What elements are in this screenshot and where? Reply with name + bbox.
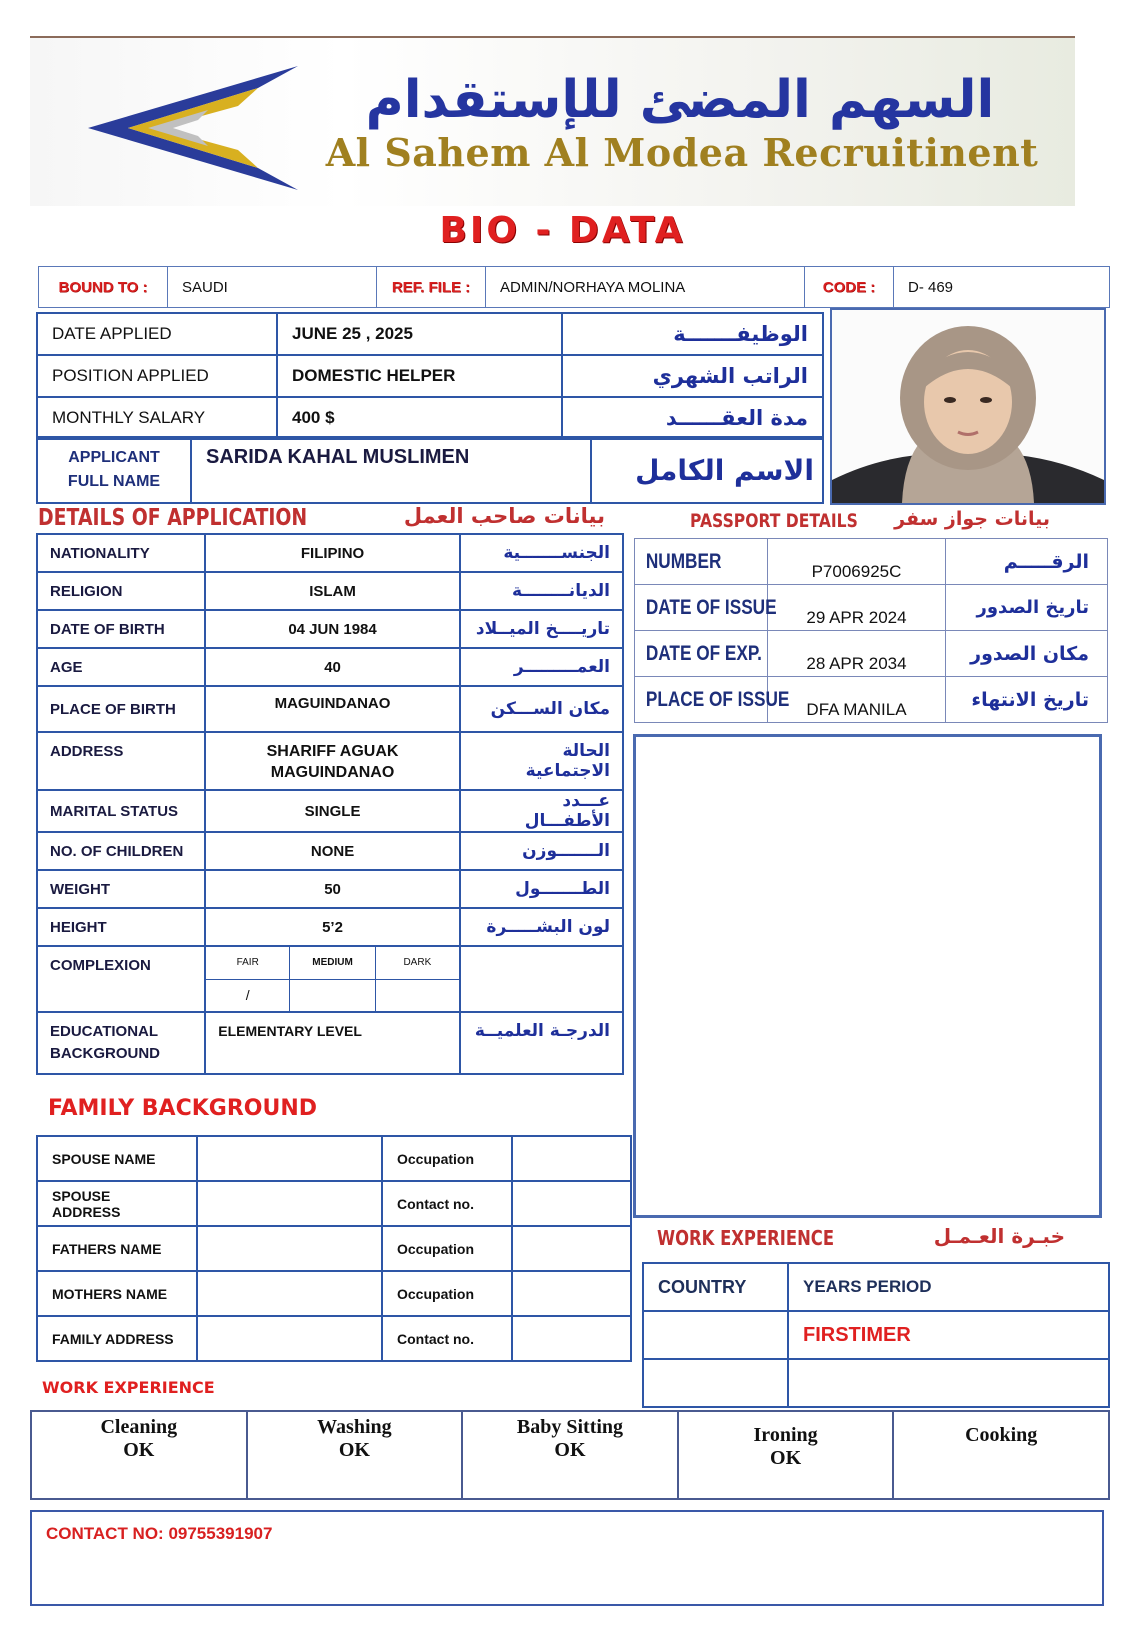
full-name-table: [36, 436, 824, 504]
application-info-table: [36, 312, 824, 440]
skills-table: [30, 1410, 1110, 1500]
full-body-photo-box: [633, 734, 1102, 1218]
bound-to-label: BOUND TO :: [39, 267, 168, 308]
table-row: [37, 1136, 631, 1181]
skill-cleaning: [31, 1411, 247, 1499]
complexion-fair-label: FAIR: [206, 947, 289, 979]
passport-heading: PASSPORT DETAILS: [690, 510, 858, 532]
family-col2-label: Occupation: [382, 1136, 512, 1181]
table-row: [635, 631, 1108, 677]
date-of-birth-value: 04 JUN 1984: [205, 610, 459, 648]
address-value: [205, 732, 459, 790]
skill-name: Ironing: [753, 1424, 818, 1446]
children-label: NO. OF CHILDREN: [37, 832, 205, 870]
passport-arabic-label: تاريخ الصدور: [946, 585, 1108, 631]
date-applied-value: JUNE 25 , 2025: [277, 313, 562, 355]
table-row: [37, 355, 823, 397]
code-value: D- 469: [894, 267, 1110, 308]
address-line2: MAGUINDANAO: [270, 764, 395, 781]
details-arabic-label: عـــدد الأطفـــال: [460, 790, 623, 832]
complexion-fair-mark: /: [206, 979, 289, 1011]
details-table: [36, 533, 624, 1075]
skill-ironing: [678, 1411, 894, 1499]
place-of-birth-label: PLACE OF BIRTH: [37, 686, 205, 732]
table-row: [37, 1316, 631, 1361]
age-value: 40: [205, 648, 459, 686]
details-arabic-label: لون البشـــــرة: [460, 908, 623, 946]
passport-number-label: NUMBER: [645, 549, 722, 573]
address-label: ADDRESS: [37, 732, 205, 790]
family-col2-value: [512, 1271, 631, 1316]
details-arabic-label: الـــــــوزن: [460, 832, 623, 870]
education-value: ELEMENTARY LEVEL: [205, 1012, 459, 1074]
skill-status: OK: [123, 1439, 155, 1461]
work-experience-heading-arabic: خبـرة العـمـل: [933, 1224, 1065, 1248]
place-of-issue-label: PLACE OF ISSUE: [645, 687, 790, 711]
children-value: NONE: [205, 832, 459, 870]
table-row: [37, 572, 623, 610]
country-cell: [643, 1311, 788, 1359]
details-arabic-label: الحالة الاجتماعية: [460, 732, 623, 790]
date-of-exp-label-cell: [635, 631, 768, 677]
marital-status-label: MARITAL STATUS: [37, 790, 205, 832]
full-name-label: [37, 437, 191, 503]
fathers-name-label: FATHERS NAME: [37, 1226, 197, 1271]
complexion-label: COMPLEXION: [37, 946, 205, 1012]
skill-cooking: [893, 1411, 1109, 1499]
complexion-options: [205, 946, 459, 1012]
table-row: [37, 648, 623, 686]
company-arabic-name: السهم المضئ للإستقدام: [365, 70, 995, 130]
religion-value: ISLAM: [205, 572, 459, 610]
passport-arabic-label: مكان الصدور: [946, 631, 1108, 677]
passport-number-label-cell: [635, 539, 768, 585]
table-row: [37, 832, 623, 870]
years-period-cell: FIRSTIMER: [788, 1311, 1109, 1359]
table-row: [635, 677, 1108, 723]
family-col2-label: Occupation: [382, 1226, 512, 1271]
table-row: [37, 313, 823, 355]
details-heading-arabic: بيانات صاحب العمل: [403, 504, 605, 528]
skill-status: OK: [338, 1439, 370, 1461]
education-label: [37, 1012, 205, 1074]
table-row: [37, 1271, 631, 1316]
passport-table: [634, 538, 1108, 723]
complexion-medium-mark: [290, 979, 376, 1011]
education-arabic: الدرجـة العلميــة: [460, 1012, 623, 1074]
height-value: 5’2: [205, 908, 459, 946]
religion-label: RELIGION: [37, 572, 205, 610]
fathers-name-value: [197, 1226, 382, 1271]
place-of-issue-value: DFA MANILA: [768, 677, 946, 723]
skill-baby-sitting: [462, 1411, 678, 1499]
details-heading: DETAILS OF APPLICATION: [38, 505, 308, 531]
full-name-label-line1: APPLICANT: [68, 449, 160, 466]
details-arabic-label: الجنســـــــية: [460, 534, 623, 572]
nationality-label: NATIONALITY: [37, 534, 205, 572]
skill-name: Baby Sitting: [516, 1416, 624, 1438]
place-of-issue-label-cell: [635, 677, 790, 723]
family-col2-value: [512, 1181, 631, 1226]
mothers-name-value: [197, 1271, 382, 1316]
monthly-salary-label: MONTHLY SALARY: [37, 397, 277, 439]
complexion-dark-mark: [375, 979, 458, 1011]
passport-arabic-label: تاريخ الانتهاء: [946, 677, 1108, 723]
full-name-value: SARIDA KAHAL MUSLIMEN: [191, 437, 591, 503]
table-row: [37, 534, 623, 572]
family-col2-label: Contact no.: [382, 1316, 512, 1361]
marital-status-value: SINGLE: [205, 790, 459, 832]
passport-heading-arabic: بيانات جواز سفر: [894, 508, 1050, 530]
passport-number-value: P7006925C: [768, 539, 946, 585]
skill-name: Washing: [317, 1416, 392, 1438]
family-heading: FAMILY BACKGROUND: [48, 1096, 318, 1121]
height-label: HEIGHT: [37, 908, 205, 946]
family-address-label: FAMILY ADDRESS: [37, 1316, 197, 1361]
spouse-name-value: [197, 1136, 382, 1181]
family-col2-value: [512, 1226, 631, 1271]
country-cell: [643, 1359, 788, 1407]
family-col2-label: Contact no.: [382, 1181, 512, 1226]
nationality-value: FILIPINO: [205, 534, 459, 572]
contact-number: CONTACT NO: 09755391907: [46, 1524, 273, 1543]
address-line1: SHARIFF AGUAK: [266, 743, 399, 760]
skill-status: OK: [770, 1447, 802, 1469]
bound-row-table: [38, 266, 1110, 308]
years-period-header: YEARS PERIOD: [788, 1263, 1109, 1311]
ref-file-label: REF. FILE :: [377, 267, 486, 308]
date-of-issue-label-cell: [635, 585, 777, 631]
table-row: [643, 1311, 1109, 1359]
family-col2-value: [512, 1316, 631, 1361]
education-label-line1: EDUCATIONAL: [50, 1023, 159, 1040]
page-title: BIO - DATA: [439, 210, 686, 251]
place-of-birth-value: MAGUINDANAO: [205, 686, 459, 732]
table-row: [37, 870, 623, 908]
date-applied-label: DATE APPLIED: [37, 313, 277, 355]
table-row: [635, 585, 1108, 631]
spouse-address-label: SPOUSE ADDRESS: [37, 1181, 197, 1226]
work-experience-heading: WORK EXPERIENCE: [657, 1226, 835, 1250]
applicant-portrait-icon: [832, 310, 1104, 503]
details-arabic-label: تاريــــخ الميــلاد: [460, 610, 623, 648]
table-row: [31, 1411, 1109, 1499]
table-row: [37, 790, 623, 832]
details-arabic-label: الديانــــــــة: [460, 572, 623, 610]
skill-washing: [247, 1411, 463, 1499]
spouse-name-label: SPOUSE NAME: [37, 1136, 197, 1181]
table-row: [635, 539, 1108, 585]
family-col2-value: [512, 1136, 631, 1181]
applicant-photo: [830, 308, 1106, 505]
table-row: [643, 1359, 1109, 1407]
education-label-line2: BACKGROUND: [50, 1045, 160, 1062]
arrow-logo-icon: [88, 66, 298, 196]
complexion-arabic-cell: [460, 946, 623, 1012]
details-arabic-label: العمـــــــــر: [460, 648, 623, 686]
table-row: [37, 732, 623, 790]
details-arabic-label: مكان الســـكن: [460, 686, 623, 732]
contact-box: [30, 1510, 1104, 1606]
country-header: COUNTRY: [643, 1263, 788, 1311]
date-of-birth-label: DATE OF BIRTH: [37, 610, 205, 648]
monthly-salary-value: 400 $: [277, 397, 562, 439]
table-row: [37, 1226, 631, 1271]
date-of-exp-label: DATE OF EXP.: [645, 641, 762, 665]
work-experience-table: [642, 1262, 1110, 1408]
date-of-exp-value: 28 APR 2034: [768, 631, 946, 677]
spouse-address-value: [197, 1181, 382, 1226]
weight-label: WEIGHT: [37, 870, 205, 908]
position-applied-value: DOMESTIC HELPER: [277, 355, 562, 397]
years-period-cell: [788, 1359, 1109, 1407]
table-row: [643, 1263, 1109, 1311]
ref-file-value: ADMIN/NORHAYA MOLINA: [486, 267, 805, 308]
full-name-label-line2: FULL NAME: [67, 473, 161, 490]
info-arabic-label: الراتب الشهري: [562, 355, 823, 397]
date-of-issue-label: DATE OF ISSUE: [645, 595, 777, 619]
full-name-arabic: الاسم الكامل: [591, 437, 823, 503]
table-row: [37, 397, 823, 439]
position-applied-label: POSITION APPLIED: [37, 355, 277, 397]
details-arabic-label: الطـــــــول: [460, 870, 623, 908]
weight-value: 50: [205, 870, 459, 908]
table-row: [37, 1012, 623, 1074]
skill-name: Cleaning: [100, 1416, 178, 1438]
passport-arabic-label: الرقـــــم: [946, 539, 1108, 585]
complexion-dark-label: DARK: [375, 947, 458, 979]
company-english-name: Al Sahem Al Modea Recruitinent: [325, 130, 1039, 175]
table-row: [37, 1181, 631, 1226]
table-row: [37, 946, 623, 1012]
code-label: CODE :: [805, 267, 894, 308]
date-of-issue-value: 29 APR 2024: [768, 585, 946, 631]
family-table: [36, 1135, 632, 1362]
complexion-medium-label: MEDIUM: [290, 947, 376, 979]
table-row: [37, 686, 623, 732]
skills-heading: WORK EXPERIENCE: [42, 1378, 215, 1397]
header-banner: [30, 36, 1075, 206]
age-label: AGE: [37, 648, 205, 686]
table-row: [37, 908, 623, 946]
mothers-name-label: MOTHERS NAME: [37, 1271, 197, 1316]
info-arabic-label: الوظيفـــــــة: [562, 313, 823, 355]
bound-to-value: SAUDI: [168, 267, 377, 308]
skill-name: Cooking: [965, 1424, 1038, 1446]
info-arabic-label: مدة العقــــــد: [562, 397, 823, 439]
skill-status: OK: [554, 1439, 586, 1461]
family-address-value: [197, 1316, 382, 1361]
family-col2-label: Occupation: [382, 1271, 512, 1316]
table-row: [37, 610, 623, 648]
